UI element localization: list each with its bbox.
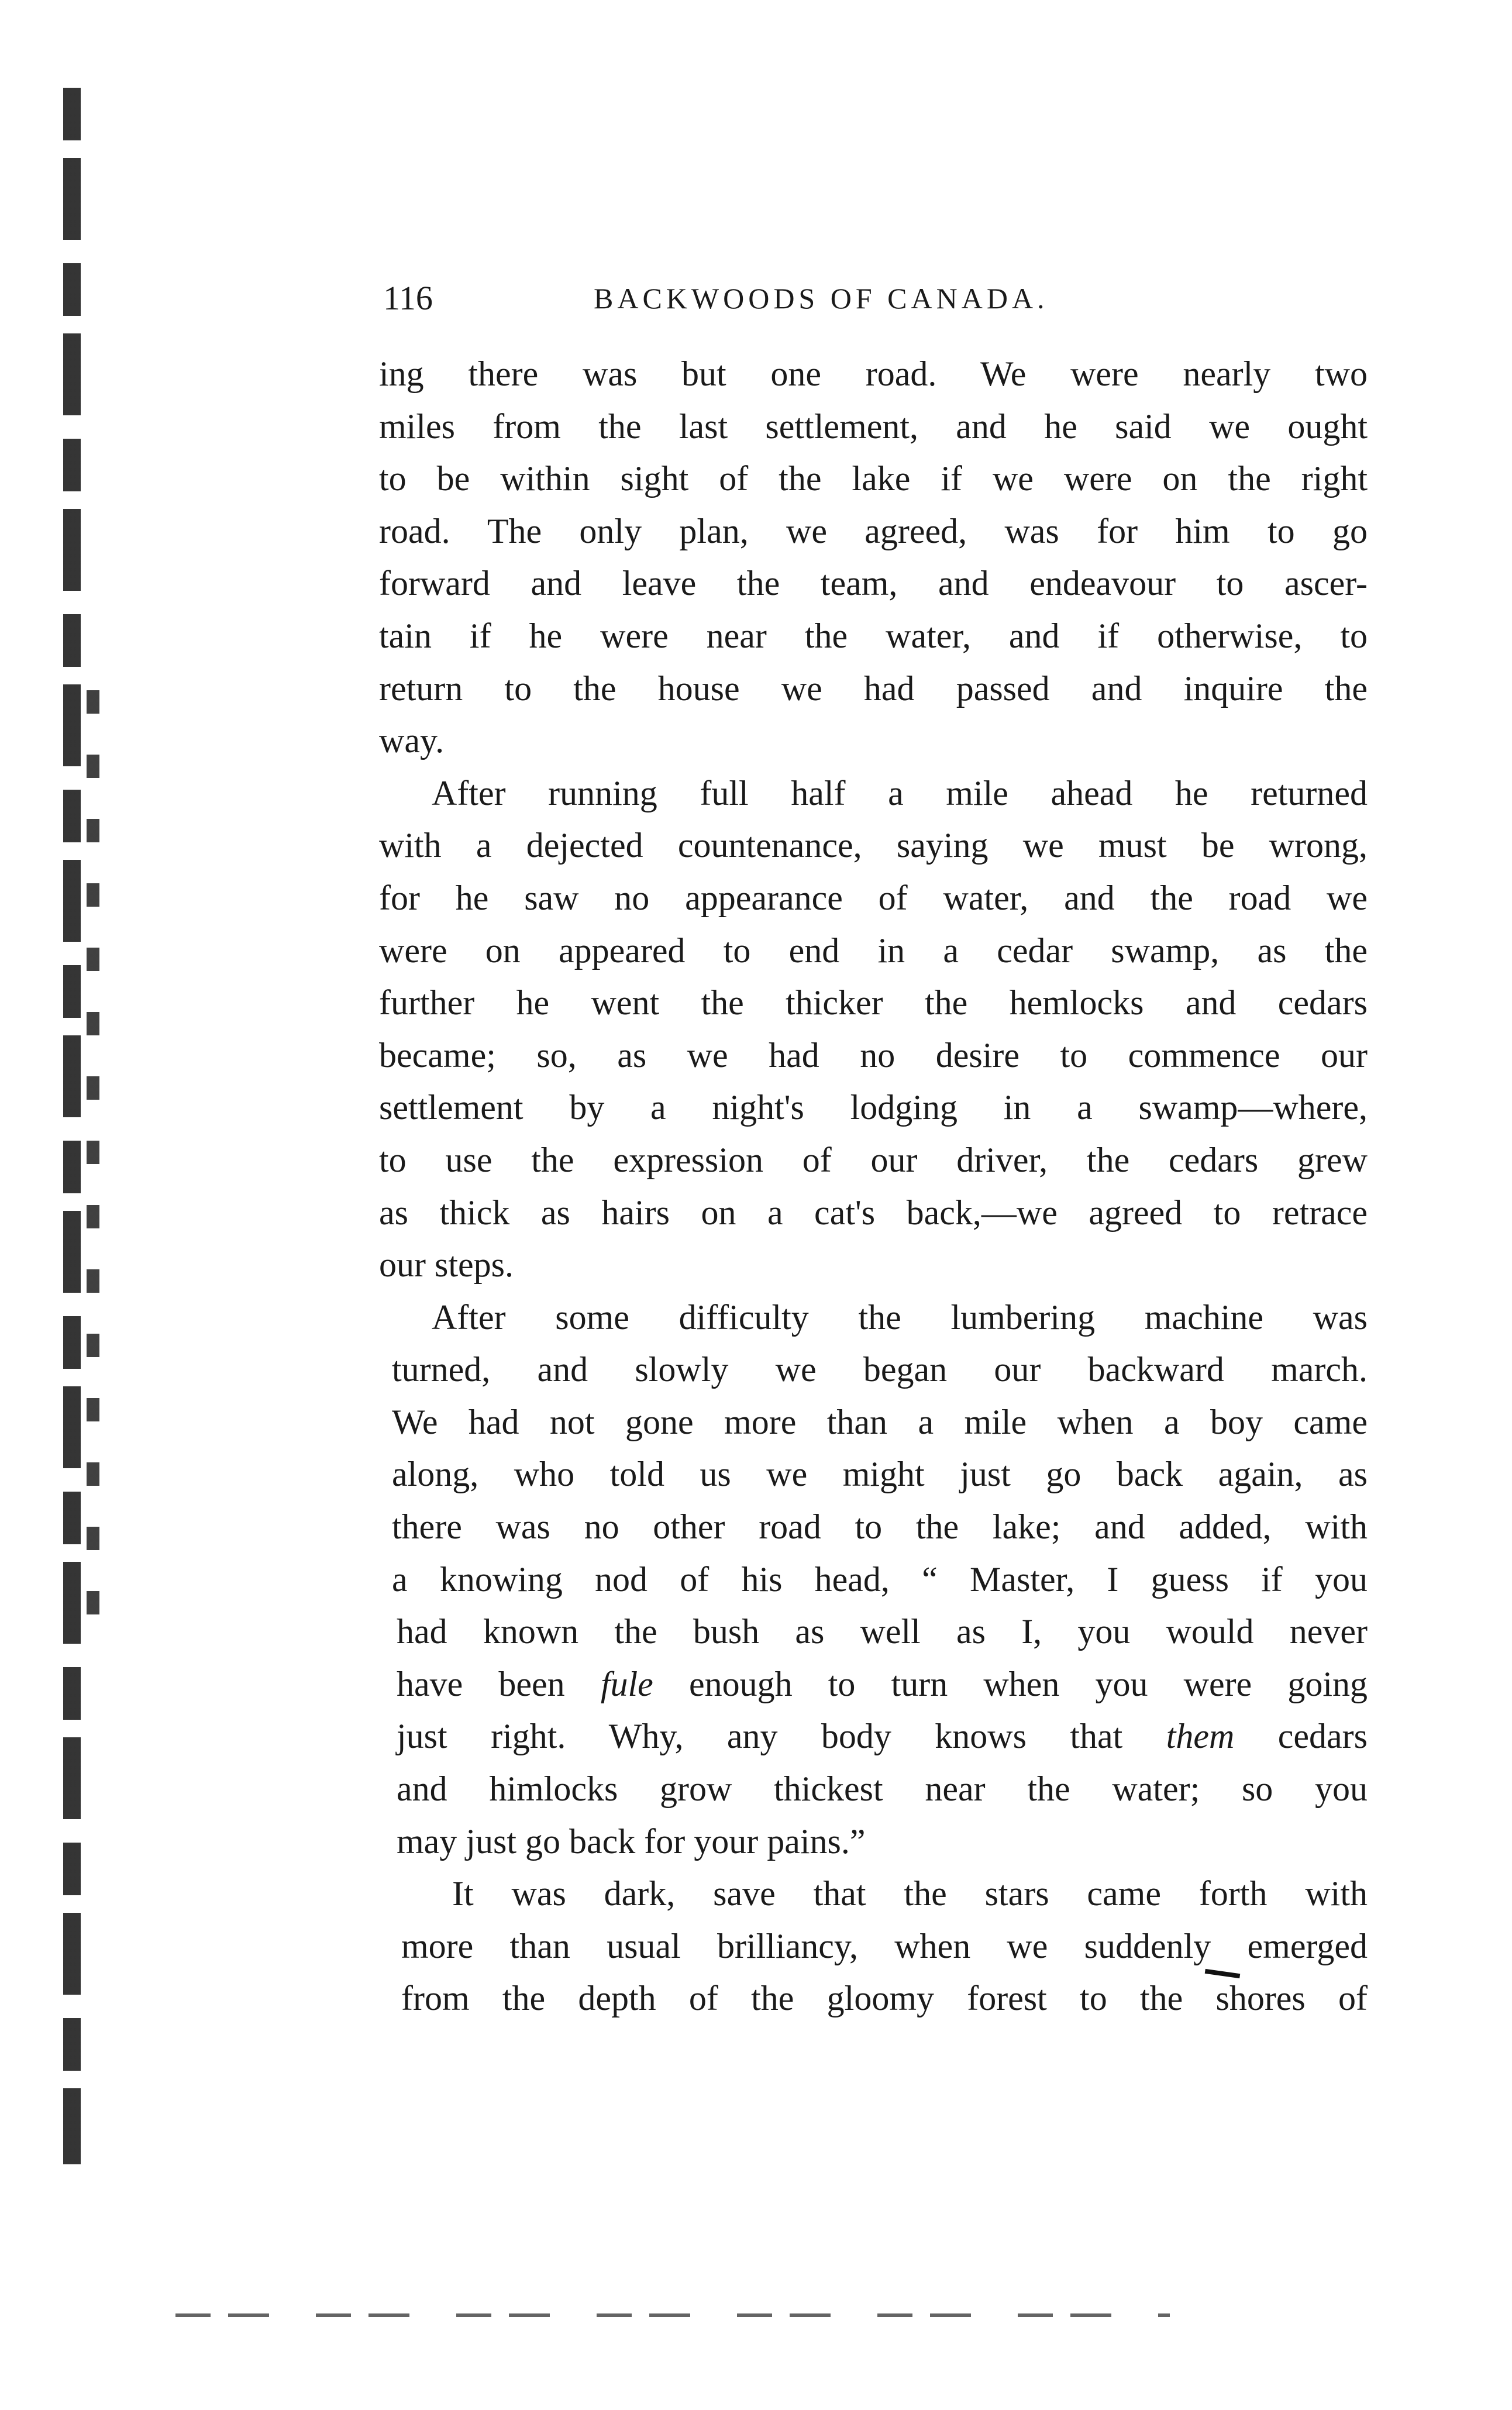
text-segment: have been xyxy=(397,1664,601,1703)
text-line: tain if he were near the water, and if otherwise, to xyxy=(379,616,1368,655)
running-head: BACKWOODS OF CANADA. xyxy=(594,282,1049,315)
italic-word: fule xyxy=(600,1664,653,1703)
binding-edge-shadow xyxy=(63,88,81,2164)
text-line: to use the expression of our driver, the cedars grew xyxy=(379,1140,1368,1179)
text-line: were on appeared to end in a cedar swamp, as the xyxy=(379,931,1368,970)
text-line: more than usual brilliancy, when we suddenly emerged xyxy=(401,1926,1368,1965)
text-line: became; so, as we had no desire to commence our xyxy=(379,1035,1368,1075)
text-line: our steps. xyxy=(379,1245,514,1285)
text-line: had known the bush as well as I, you would never xyxy=(397,1612,1368,1651)
text-line: road. The only plan, we agreed, was for him to go xyxy=(379,511,1368,550)
bottom-edge-marks xyxy=(175,2313,1170,2317)
text-line: miles from the last settlement, and he said we ought xyxy=(379,407,1368,446)
text-line: forward and leave the team, and endeavour to ascer- xyxy=(379,564,1368,603)
text-line: with a dejected countenance, saying we must be wrong, xyxy=(379,826,1368,865)
text-segment: just right. Why, any body knows that xyxy=(397,1717,1166,1756)
page-number: 116 xyxy=(383,279,433,317)
page-header xyxy=(383,266,1190,330)
text-line: We had not gone more than a mile when a boy came xyxy=(392,1402,1368,1441)
text-line: as thick as hairs on a cat's back,—we agreed to retrace xyxy=(379,1193,1368,1232)
text-line: may just go back for your pains.” xyxy=(397,1822,866,1861)
text-line: way. xyxy=(379,721,445,760)
text-segment: enough to turn when you were going xyxy=(653,1664,1368,1703)
text-line-with-italic xyxy=(379,1710,1368,1763)
text-segment: cedars xyxy=(1234,1717,1368,1756)
text-line: for he saw no appearance of water, and the road we xyxy=(379,878,1368,917)
paragraph-first-line: After running full half a mile ahead he returned xyxy=(432,773,1368,812)
text-line: turned, and slowly we began our backward march. xyxy=(392,1350,1368,1389)
text-line: further he went the thicker the hemlocks and cedars xyxy=(379,983,1368,1022)
text-line-with-italic xyxy=(379,1658,1368,1711)
binding-edge-marks xyxy=(87,690,99,1626)
paragraph-first-line: It was dark, save that the stars came forth with xyxy=(452,1874,1368,1913)
text-line: a knowing nod of his head, “ Master, I guess if you xyxy=(392,1559,1368,1599)
text-line: return to the house we had passed and inquire the xyxy=(379,669,1368,708)
text-line: ing there was but one road. We were nearly two xyxy=(379,354,1368,393)
body-text xyxy=(379,348,1368,2025)
italic-word: them xyxy=(1166,1717,1235,1756)
text-line: to be within sight of the lake if we were on the right xyxy=(379,459,1368,498)
text-line: from the depth of the gloomy forest to the shores of xyxy=(401,1979,1368,2018)
paragraph-first-line: After some difficulty the lumbering machine was xyxy=(432,1297,1368,1337)
text-line: settlement by a night's lodging in a swamp—where, xyxy=(379,1088,1368,1127)
text-line: and himlocks grow thickest near the water; so you xyxy=(397,1769,1368,1809)
text-line: along, who told us we might just go back again, as xyxy=(392,1455,1368,1494)
text-line: there was no other road to the lake; and added, with xyxy=(392,1507,1368,1547)
